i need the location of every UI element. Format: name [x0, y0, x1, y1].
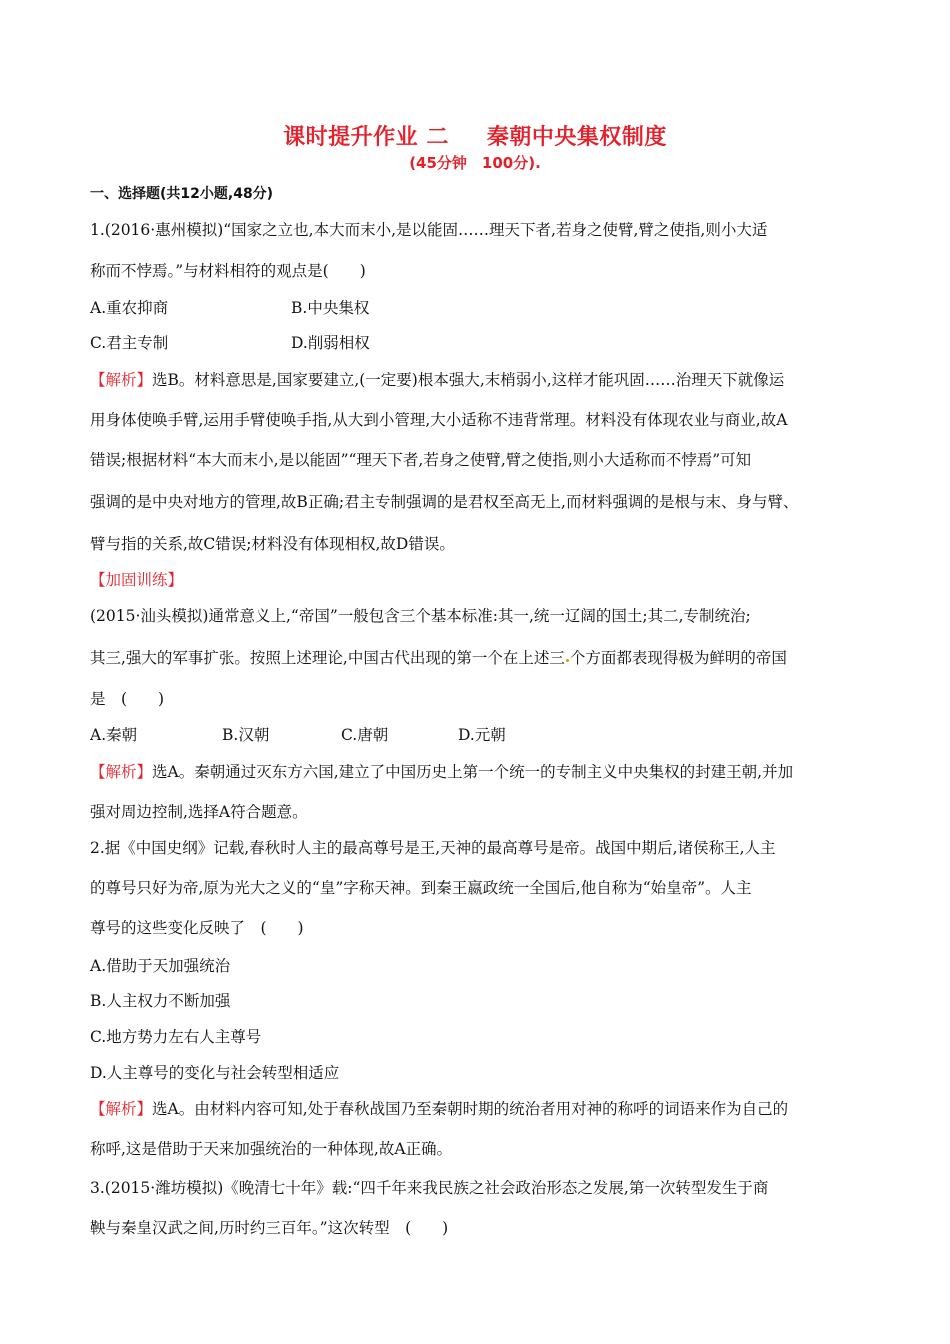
- q1-analysis-line: 错误;根据材料“本大而末小,是以能固”“理天下者,若身之使臂,臂之使指,则小大适称而不悖焉”可知: [90, 451, 752, 469]
- title-topic: 秦朝中央集权制度: [486, 125, 667, 150]
- q1-option-b: B.中央集权: [291, 299, 370, 317]
- page-subtitle: (45分钟 100分).: [409, 154, 541, 172]
- reinforce-tag: 【加固训练】: [90, 571, 184, 589]
- reinforce-option-b: B.汉朝: [222, 726, 270, 744]
- q3-stem-line: 3.(2015·潍坊模拟)《晚清七十年》载:“四千年来我民族之社会政治形态之发展,第一次转型发生于商: [90, 1179, 769, 1197]
- q1-option-d: D.削弱相权: [291, 334, 370, 352]
- q1-analysis-line: 臂与指的关系,故C错误;材料没有体现相权,故D错误。: [90, 535, 455, 553]
- analysis-text: 选B。材料意思是,国家要建立,(一定要)根本强大,末梢弱小,这样才能巩固……治理天下就像运: [152, 371, 785, 389]
- q1-option-c: C.君主专制: [90, 334, 169, 352]
- q1-analysis-line: 强调的是中央对地方的管理,故B正确;君主专制强调的是君权至高无上,而材料强调的是根与末、身与臂、: [90, 493, 799, 511]
- q3-stem-line: 鞅与秦皇汉武之间,历时约三百年。”这次转型 ( ): [90, 1219, 449, 1237]
- q2-analysis-line: 称呼,这是借助于天来加强统治的一种体现,故A正确。: [90, 1140, 453, 1158]
- reinforce-stem-part: 个方面都表现得极为鲜明的帝国: [569, 649, 787, 667]
- section-heading: 一、选择题(共12小题,48分): [90, 186, 274, 202]
- reinforce-stem-line: 是 ( ): [90, 690, 165, 708]
- reinforce-option-d: D.元朝: [458, 726, 506, 744]
- analysis-text: 选A。由材料内容可知,处于春秋战国乃至秦朝时期的统治者用对神的称呼的词语来作为自己的: [152, 1100, 789, 1118]
- q2-option-a: A.借助于天加强统治: [90, 957, 231, 975]
- analysis-text: 选A。秦朝通过灭东方六国,建立了中国历史上第一个统一的专制主义中央集权的封建王朝,并加: [152, 763, 794, 781]
- marker-dot: [566, 659, 569, 662]
- q2-option-d: D.人主尊号的变化与社会转型相适应: [90, 1064, 340, 1082]
- q2-option-c: C.地方势力左右人主尊号: [90, 1028, 262, 1046]
- q2-analysis-line: [90, 1099, 788, 1119]
- q2-stem-line: 的尊号只好为帝,原为光大之义的“皇”字称天神。到秦王嬴政统一全国后,他自称为“始皇帝”。人主: [90, 879, 752, 897]
- q2-stem-line: 2.据《中国史纲》记载,春秋时人主的最高尊号是王,天神的最高尊号是帝。战国中期后,诸侯称王,人主: [90, 839, 776, 857]
- reinforce-stem-line: (2015·汕头模拟)通常意义上,“帝国”一般包含三个基本标准:其一,统一辽阔的国土;其二,专制统治;: [90, 607, 751, 625]
- page-title: [0, 120, 950, 151]
- q2-option-b: B.人主权力不断加强: [90, 992, 231, 1010]
- q1-analysis-line: 用身体使唤手臂,运用手臂使唤手指,从大到小管理,大小适称不违背常理。材料没有体现农业与商业,故A: [90, 411, 788, 429]
- reinforce-analysis-line: [90, 762, 793, 782]
- analysis-tag: 【解析】: [90, 763, 153, 781]
- reinforce-analysis-line: 强对周边控制,选择A符合题意。: [90, 803, 308, 821]
- q1-option-a: A.重农抑商: [90, 299, 169, 317]
- q1-stem-line: 称而不悖焉。”与材料相符的观点是( ): [90, 262, 366, 280]
- reinforce-stem-part: 其三,强大的军事扩张。按照上述理论,中国古代出现的第一个在上述三: [90, 649, 565, 667]
- q1-stem-line: 1.(2016·惠州模拟)“国家之立也,本大而末小,是以能固……理天下者,若身之使臂,臂之使指,则小大适: [90, 221, 768, 239]
- title-series: 课时提升作业 二: [283, 125, 449, 150]
- q1-analysis-line: [90, 370, 784, 390]
- reinforce-stem-line: [90, 648, 787, 668]
- analysis-tag: 【解析】: [90, 371, 153, 389]
- analysis-tag: 【解析】: [90, 1100, 153, 1118]
- reinforce-option-a: A.秦朝: [90, 726, 138, 744]
- reinforce-option-c: C.唐朝: [341, 726, 389, 744]
- q2-stem-line: 尊号的这些变化反映了 ( ): [90, 919, 304, 937]
